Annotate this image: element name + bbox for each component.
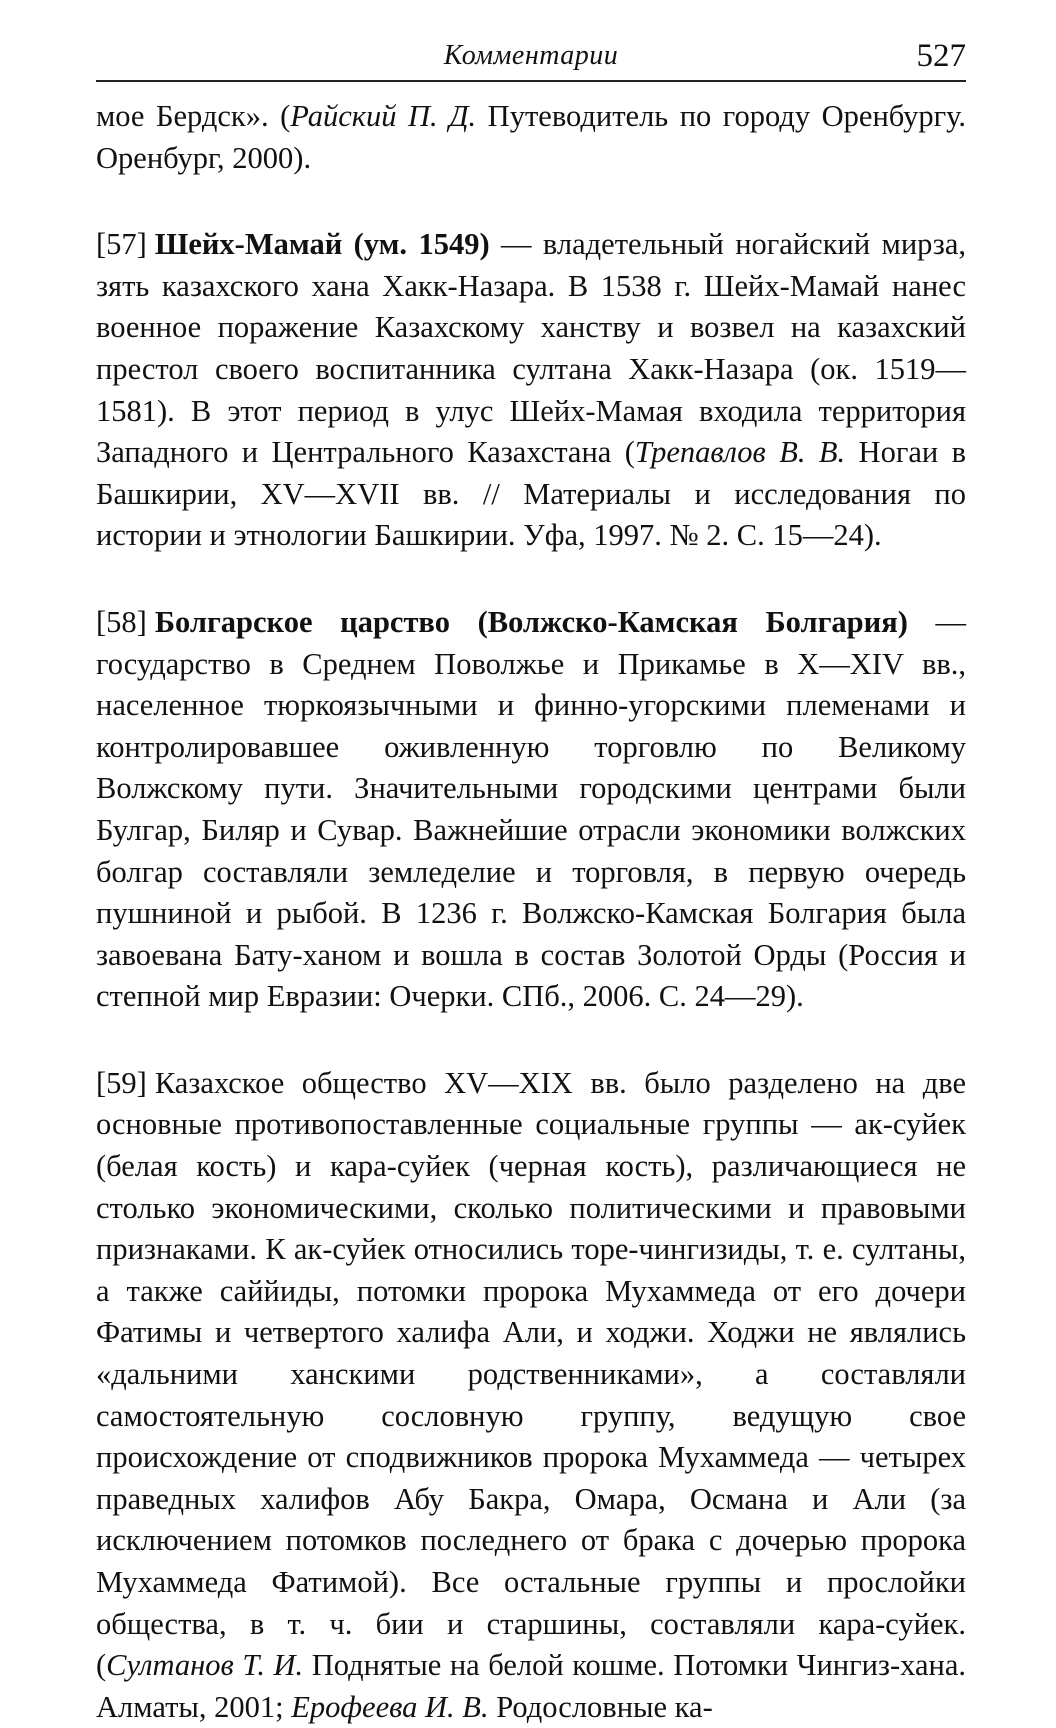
note-headword: Шейх-Мамай (ум. 1549)	[154, 227, 490, 262]
note-text: Казахское общество XV—XIX вв. было разделено на две основные противопоставленные социальные группы — ак-суйек (белая кость) и кара-суйек (черная кость), различающиеся не столько экономическими, сколько политическими и правовыми признаками. К ак-суйек относились торе-чингизиды, т. е. султаны, а также саййиды, потомки пророка Мухаммеда от его дочери Фатимы и четвертого халифа Али, и ходжи. Ходжи не являлись «дальними ханскими родственниками», а составляли самостоятельную сословную группу, ведущую свое происхождение от сподвижников пророка Мухаммеда — четырех праведных халифов Абу Бакра, Омара, Османа и Али (за исключением потомков последнего от брака с дочерью пророка Мухаммеда Фатимой). Все остальные группы и прослойки общества, в т. ч. бии и старшины, составляли кара-суйек. (	[96, 1065, 966, 1683]
running-title: Комментарии	[443, 40, 619, 71]
note-number: [59]	[96, 1065, 147, 1100]
note-number: [58]	[96, 604, 147, 639]
commentary-text	[96, 82, 966, 1728]
page-number: 527	[916, 38, 966, 74]
author-reference: Райский П. Д.	[290, 99, 477, 133]
note-59	[96, 1063, 966, 1728]
note-58	[96, 602, 966, 1018]
note-text: Поднятые на белой кошме. Потомки Чингиз-хана. Алматы, 2001;	[96, 1648, 966, 1724]
author-reference: Трепавлов В. В.	[634, 435, 846, 470]
continued-text-1: мое Бердск». (	[96, 99, 291, 133]
running-header	[96, 30, 966, 82]
book-page	[96, 30, 966, 1728]
note-text: Ногаи в Башкирии, XV—XVII вв. // Материалы и исследования по истории и этнологии Башкирии. Уфа, 1997. № 2. С. 15—24).	[96, 435, 967, 553]
continued-note	[96, 96, 966, 179]
author-reference: Ерофеева И. В.	[291, 1689, 489, 1724]
note-headword: Болгарское царство (Волжско-Камская Болгария)	[154, 604, 908, 639]
continued-text-2: Путеводитель по городу Оренбургу. Оренбург, 2000).	[96, 99, 966, 175]
note-text: Родословные ка-	[488, 1689, 713, 1724]
note-text: — владетельный ногайский мирза, зять казахского хана Хакк-Назара. В 1538 г. Шейх-Мамай нанес военное поражение Казахскому ханству и возвел на казахский престол своего воспитанника султана Хакк-Назара (ок. 1519—1581). В этот период в улус Шейх-Мамая входила территория Западного и Центрального Казахстана (	[96, 227, 967, 470]
note-text: — государство в Среднем Поволжье и Прикамье в X—XIV вв., населенное тюркоязычными и финно-угорскими племенами и контролировавшее оживленную торговлю по Великому Волжскому пути. Значительными городскими центрами были Булгар, Биляр и Сувар. Важнейшие отрасли экономики волжских болгар составляли земледелие и торговля, в первую очередь пушниной и рыбой. В 1236 г. Волжско-Камская Болгария была завоевана Бату-ханом и вошла в состав Золотой Орды (Россия и степной мир Евразии: Очерки. СПб., 2006. С. 24—29).	[96, 604, 967, 1014]
author-reference: Султанов Т. И.	[106, 1648, 304, 1683]
note-57	[96, 224, 966, 557]
note-number: [57]	[96, 227, 147, 262]
